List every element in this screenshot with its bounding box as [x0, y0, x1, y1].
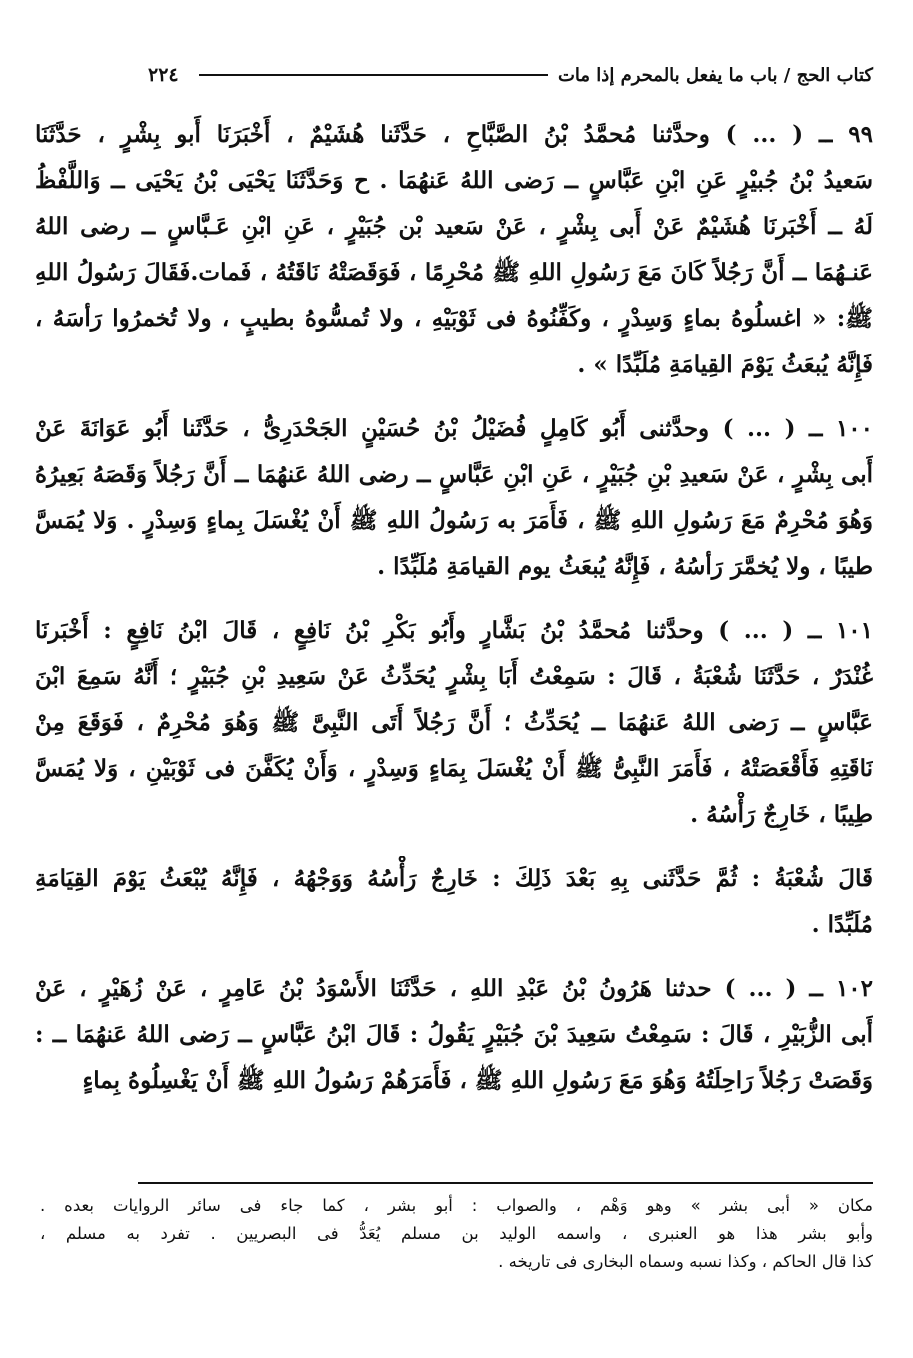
text-line: نَاقَتِهِ فَأَقْعَصَتْهُ ، فَأَمَرَ النَّبِىُّ ﷺ أَنْ يُغْسَلَ بِمَاءٍ وَسِدْرٍ ، وَأَنْ يُكَفَّنَ فى ثَوْبَيْنِ ، وَلا يُمَسَّ: [35, 755, 873, 782]
text-line: ٩٩ ــ ( ... ) وحدَّثنا مُحمَّدُ بْنُ الصَّبَّاحِ ، حَدَّثَنا هُشَيْمٌ ، أَخْبَرَنَا أَبو بِشْرٍ ، حَدَّثَنَا: [35, 121, 873, 148]
footnote: [40, 1192, 873, 1276]
page-number: ٢٢٤: [148, 64, 179, 86]
text-line: لَهُ ــ أَخْبَرنَا هُشَيْمٌ عَنْ أَبى بِشْرٍ ، عَنْ سَعيد بْن جُبَيْرٍ ، عَنِ ابْنِ عَـبَّاسٍ ــ رضى اللهُ: [35, 213, 873, 240]
text-line: وَقَصَتْ رَجُلاً رَاحِلَتُهُ وَهُوَ مَعَ رَسُولِ اللهِ ﷺ ، فَأَمَرَهُمْ رَسُولُ اللهِ ﷺ أَنْ يَغْسِلُوهُ بِماءٍ: [82, 1067, 873, 1094]
hadith-paragraph: [35, 966, 873, 1104]
hadith-paragraph: [35, 112, 873, 388]
text-line: طيبًا ، ولا يُخمَّرَ رَأسُهُ ، فَإِنَّهُ يُبعَثُ يوم القيامَةِ مُلَبِّدًا .: [377, 553, 873, 580]
footnote-line: كذا قال الحاكم ، وكذا نسبه وسماه البخارى فى تاريخه .: [498, 1252, 873, 1271]
text-line: مُلَبِّدًا .: [811, 911, 873, 938]
running-title: كتاب الحج / باب ما يفعل بالمحرم إذا مات: [557, 64, 873, 86]
text-line: وَهُوَ مُحْرِمٌ مَعَ رَسُولِ اللهِ ﷺ ، فَأَمَرَ به رَسُولُ اللهِ ﷺ أَنْ يُغْسَلَ بِماءٍ وَسِدْرٍ . وَلا يُمَسَّ: [35, 507, 873, 534]
text-line: عَبَّاسٍ ــ رَضى اللهُ عَنهُمَا ــ يُحَدِّثُ ؛ أَنَّ رَجُلاً أَتَى النَّبِىَّ ﷺ وَهُوَ مُحْرِمٌ ، فَوَقَعَ مِنْ: [35, 709, 873, 736]
text-line: ﷺ: « اغسلُوهُ بماءٍ وَسِدْرٍ ، وكَفِّنُوهُ فى ثَوْبَيْهِ ، ولا تُمسُّوهُ بطيبٍ ، ولا تُخمرُوا رَأسَهُ ،: [35, 305, 873, 332]
text-line: طِيبًا ، خَارِجٌ رَأْسُهُ .: [690, 801, 873, 828]
text-line: أَبى بِشْرٍ ، عَنْ سَعيدِ بْنِ جُبَيْرٍ ، عَنِ ابْنِ عَبَّاسٍ ــ رضى اللهُ عَنهُمَا ــ أَنَّ رَجُلاً وَقَصَهُ بَعِيرُهُ: [35, 461, 873, 488]
hadith-paragraph: [35, 406, 873, 590]
hadith-paragraph: [35, 856, 873, 948]
main-text: [35, 112, 873, 1122]
footnote-rule: [138, 1182, 873, 1184]
text-line: غُنْدَرٌ ، حَدَّثَنَا شُعْبَةُ ، قَالَ : سَمِعْتُ أَبَا بِشْرٍ يُحَدِّثُ عَنْ سَعِيدِ بْنِ جُبَيْرٍ ؛ أَنَّهُ سَمِعَ ابْنَ: [35, 663, 873, 690]
hadith-paragraph: [35, 608, 873, 838]
text-line: أَبى الزُّبَيْرِ ، قَالَ : سَمِعْتُ سَعِيدَ بْنَ جُبَيْرٍ يَقُولُ : قَالَ ابْنُ عَبَّاسٍ ــ رَضى اللهُ عَنهُمَا ــ :: [35, 1021, 873, 1048]
text-line: قَالَ شُعْبَةُ : ثُمَّ حَدَّثَنى بِهِ بَعْدَ ذَلِكَ : خَارِجٌ رَأْسُهُ وَوَجْهُهُ ، فَإِنَّهُ يُبْعَثُ يَوْمَ القِيَامَةِ: [35, 865, 873, 892]
text-line: ١٠٠ ــ ( ... ) وحدَّثنى أَبُو كَامِلٍ فُضَيْلُ بْنُ حُسَيْنٍ الجَحْدَرِىُّ ، حَدَّثَنا أَبُو عَوَانَةَ عَنْ: [35, 415, 873, 442]
text-line: ١٠٢ ــ ( ... ) حدثنا هَرُونُ بْنُ عَبْدِ اللهِ ، حَدَّثَنَا الأَسْوَدُ بْنُ عَامِرٍ ، عَنْ زُهَيْرٍ ، عَنْ: [35, 975, 873, 1002]
footnote-line: مكان « أبى بشر » وهو وَهْم ، والصواب : أبو بشر ، كما جاء فى سائر الروايات بعده .: [40, 1196, 873, 1215]
text-line: فَإِنَّهُ يُبعَثُ يَوْمَ القِيامَةِ مُلَبِّدًا » .: [577, 351, 873, 378]
text-line: ١٠١ ــ ( ... ) وحدَّثنا مُحمَّدُ بْنُ بَشَّارٍ وأَبُو بَكْرِ بْنُ نَافِعٍ ، قَالَ ابْنُ نَافِعٍ : أَخْبَرنَا: [35, 617, 873, 644]
header-rule: [199, 74, 548, 76]
page-header: [30, 60, 873, 90]
text-line: عَنـهُمَا ــ أَنَّ رَجُلاً كَانَ مَعَ رَسُولِ اللهِ ﷺ مُحْرِمًا ، فَوَقَصَتْهُ نَاقَتُهُ ، فَمات.فَقَالَ رَسُولُ اللهِ: [35, 259, 873, 286]
text-line: سَعيدُ بْنُ جُبيْرٍ عَنِ ابْنِ عَبَّاسٍ ــ رَضى اللهُ عَنهُمَا . ح وَحَدَّثَنَا يَحْيَى بْنُ يَحْيَى ــ وَاللَّفْظُ: [35, 167, 873, 194]
footnote-line: وأبو بشر هذا هو العنبرى ، واسمه الوليد بن مسلم يُعَدُّ فى البصريين . تفرد به مسلم ،: [40, 1224, 873, 1243]
